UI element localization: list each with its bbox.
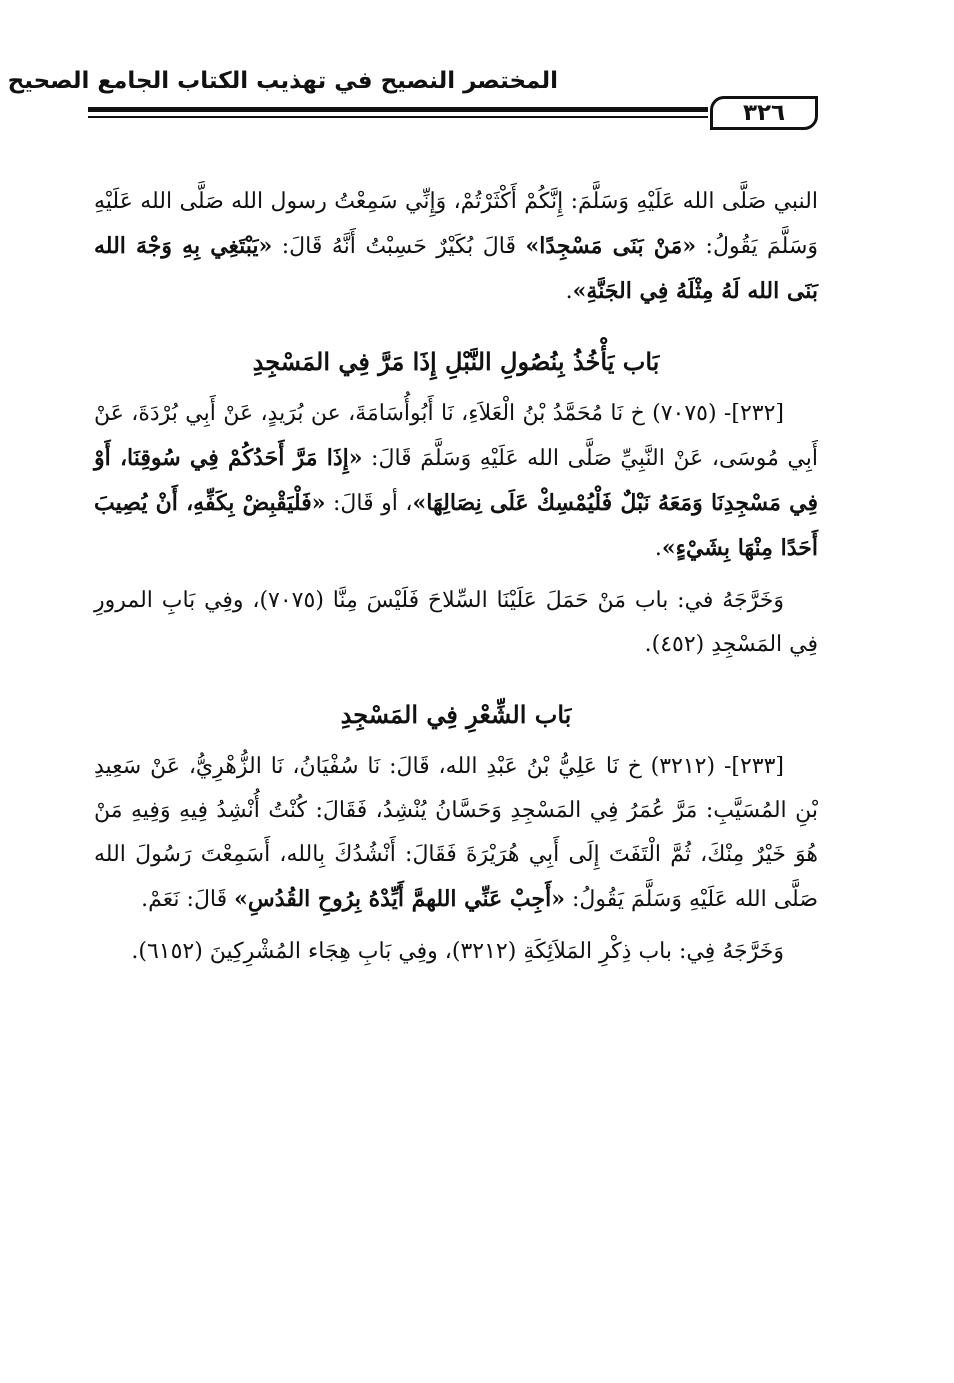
- intro-paragraph: [94, 180, 818, 314]
- takhrij-233: وَخَرَّجَهُ فِي: باب ذِكْرِ المَلاَئِكَةِ (٣٢١٢)، وفِي بَابِ هِجَاء المُشْرِكِينَ (٦١٥٢).: [131, 939, 784, 964]
- chapter-1-heading: بَاب يَأْخُذُ بِنُصُولِ النَّبْلِ إِذَا مَرَّ فِي المَسْجِدِ: [252, 347, 660, 376]
- hadith-232: [94, 392, 818, 571]
- hadith-233-text-1: [٢٣٣]- (٣٢١٢) خ نَا عَلِيُّ بْنُ عَبْدِ الله، قَالَ: نَا سُفْيَانُ، نَا الزُّهْرِيُّ، عَنْ سَعِيدِ بْنِ المُسَيَّبِ: مَرَّ عُمَرُ فِي المَسْجِدِ وَحَسَّانُ يُنْشِدُ، فَقَالَ: كُنْتُ أُنْشِدُ فِيهِ وَفِيهِ مَنْ هُوَ خَيْرٌ مِنْكَ، ثُمَّ الْتَفَتَ إِلَى أَبِي هُرَيْرَةَ فَقَالَ: أَنْشُدُكَ بِالله، أَسَمِعْتَ رَسُولَ الله صَلَّى الله عَلَيْهِ وَسَلَّمَ يَقُولُ:: [94, 754, 818, 912]
- header-rule-thin: [88, 116, 708, 118]
- takhrij-232: وَخَرَّجَهُ في: باب مَنْ حَمَلَ عَلَيْنَا السِّلاحَ فَلَيْسَ مِنَّا (٧٠٧٥)، وفِي بَابِ المرورِ فِي المَسْجِدِ (٤٥٢).: [94, 588, 818, 657]
- page-header: [7, 60, 818, 130]
- intro-quote-1: «مَنْ بَنَى مَسْجِدًا»: [525, 233, 697, 259]
- hadith-233-quote: «أَجِبْ عَنِّي اللهمَّ أَيِّدْهُ بِرُوحِ القُدُسِ»: [234, 886, 565, 912]
- hadith-232-text-1: [٢٣٢]- (٧٠٧٥) خ نَا مُحَمَّدُ بْنُ الْعَلاَءِ، نَا أَبُوأُسَامَةَ، عن بُرَيدٍ، عَنْ أَبِي بُرْدَةَ، عَنْ أَبِي مُوسَى، عَنْ النَّبِيِّ صَلَّى الله عَلَيْهِ وَسَلَّمَ قَالَ:: [94, 401, 818, 471]
- spacer: [94, 571, 818, 579]
- intro-text-3: .: [565, 279, 573, 304]
- page-number: ٣٢٦: [710, 96, 818, 130]
- chapter-2-heading: بَاب الشِّعْرِ فِي المَسْجِدِ: [340, 700, 572, 729]
- hadith-233-text-2: قَالَ: نَعَمْ.: [141, 887, 235, 912]
- intro-text-1: النبي صَلَّى الله عَلَيْهِ وَسَلَّمَ: إِنَّكُمْ أَكْثَرْتُمْ، وَإِنِّي سَمِعْتُ رسول الله صَلَّى الله عَلَيْهِ وَسَلَّمَ يَقُولُ:: [94, 189, 819, 259]
- hadith-232-quote-1: «إِذَا مَرَّ أَحَدُكُمْ فِي سُوقِنَا، أَوْ فِي مَسْجِدِنَا وَمَعَهُ نَبْلٌ فَلْيُمْسِكْ عَلَى نِصَالِهَا»: [94, 445, 818, 516]
- hadith-232-text-3: .: [654, 536, 662, 561]
- hadith-232-quote-2: «فَلْيَقْبِضْ بِكَفِّهِ، أَنْ يُصِيبَ أَحَدًا مِنْهَا بِشَيْءٍ»: [94, 490, 818, 561]
- page-body: [94, 180, 818, 974]
- spacer: [94, 922, 818, 930]
- intro-quote-2: «يَبْتَغِي بِهِ وَجْهَ الله بَنَى الله لَهُ مِثْلَهُ فِي الجَنَّةِ»: [94, 233, 818, 304]
- intro-text-2: قَالَ بُكَيْرٌ حَسِبْتُ أَنَّهُ قَالَ:: [272, 234, 526, 259]
- hadith-232-text-2: ، أو قَالَ:: [325, 491, 413, 516]
- header-rule-thick: [88, 107, 708, 112]
- book-title: المختصر النصيح في تهذيب الكتاب الجامع الصحيح: [7, 68, 558, 94]
- hadith-233: [94, 745, 818, 922]
